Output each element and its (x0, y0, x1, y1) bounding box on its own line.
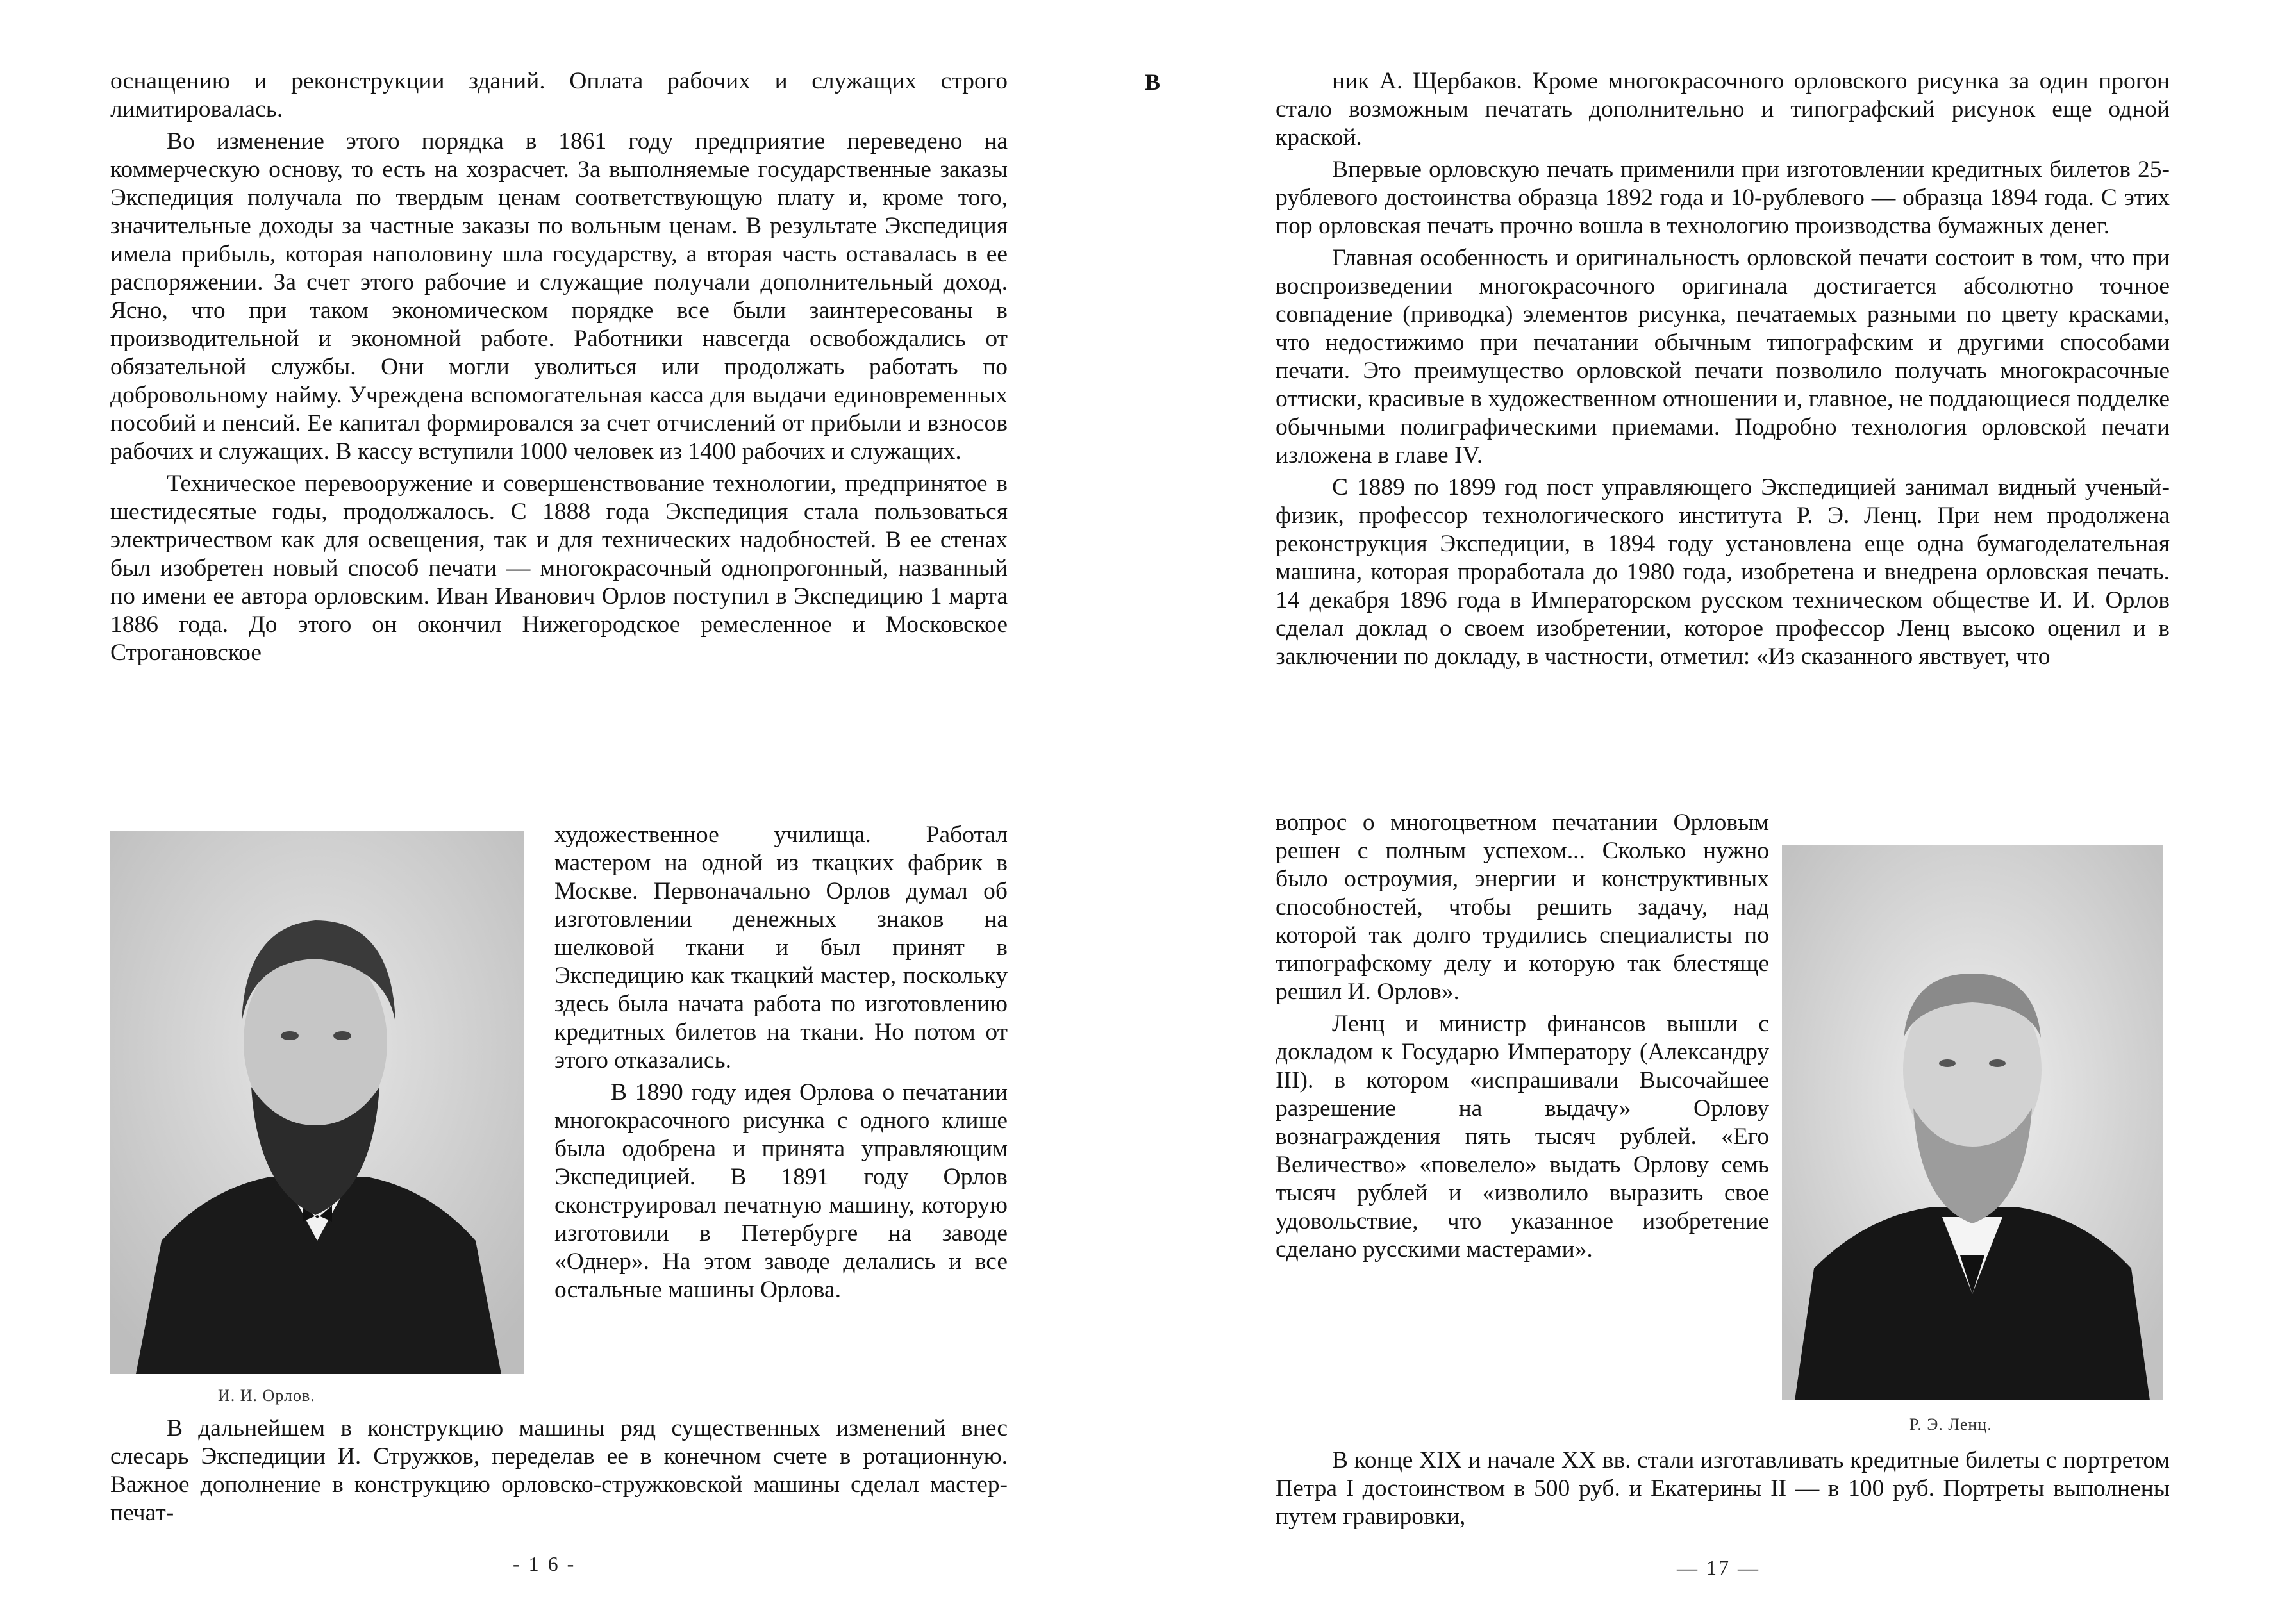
left-side-text (554, 821, 1008, 1308)
lenz-photo-caption: Р. Э. Ленц. (1909, 1415, 1992, 1434)
right-side-paragraph-1: вопрос о многоцветном печатании Орловым решен с полным успехом... Сколько нужно было остроумия, энергии и конструктивных способностей, чтобы решить задачу, над которой так долго трудились специалисты по типографскому делу и которую так блестяще решил И. Орлов». (1276, 809, 1769, 1005)
orlov-portrait-photo (110, 831, 524, 1374)
left-side-paragraph-2: В 1890 году идея Орлова о печатании многокрасочного рисунка с одного клише была одобрена и принята управляющим Экспедицией. В 1891 году Орлов сконструировал печатную машину, которую изготовили в Петербурге на заводе «Однер». На этом заводе делались и все остальные машины Орлова. (554, 1079, 1008, 1303)
orlov-photo-caption: И. И. Орлов. (218, 1386, 315, 1405)
left-top-text (110, 67, 1008, 671)
right-paragraph-1: ник А. Щербаков. Кроме многокрасочного орловского рисунка за один прогон стало возможным печатать дополнительно и типографский рисунок еще одной краской. (1276, 68, 2170, 151)
right-bottom-text (1276, 1446, 2170, 1535)
left-page-number: - 1 6 - (513, 1552, 576, 1575)
right-paragraph-3: Главная особенность и оригинальность орловской печати состоит в том, что при воспроизведении многокрасочного оригинала достигается абсолютно точное совпадение (приводка) элементов рисунка, печатаемых разными по цвету красками, что недостижимо при печатании обычным типографским и другими способами печати. Это преимущество орловской печати позволило получать многокрасочные оттиски, красивые в художественном отношении и, главное, не поддающиеся подделке обычными полиграфическими приемами. Подробно технология орловской печати изложена в главе IV. (1276, 245, 2170, 468)
right-side-text (1276, 809, 1769, 1268)
orlov-portrait-image (110, 831, 524, 1374)
right-page-number: — 17 — (1677, 1556, 1760, 1579)
left-bottom-paragraph-1: В дальнейшем в конструкцию машины ряд существенных изменений внес слесарь Экспедиции И. Стружков, переделав ее в конечном счете в ротационную. Важное дополнение в конструкцию орловско-стружковской машины сделал мастер-печат- (110, 1415, 1008, 1526)
right-paragraph-4: С 1889 по 1899 год пост управляющего Экспедицией занимал видный ученый-физик, профессор технологического института Р. Э. Ленц. При нем продолжена реконструкция Экспедиции, в 1894 году установлена еще одна бумагоделательная машина, которая проработала до 1980 года, изобретена и внедрена орловская печать. 14 декабря 1896 года в Императорском русском техническом обществе И. И. Орлов сделал доклад о своем изобретении, которое профессор Ленц высоко оценил и в заключении по докладу, в частности, отметил: «Из сказанного явствует, что (1276, 474, 2170, 670)
lenz-portrait-image (1782, 845, 2163, 1400)
left-paragraph-3: Техническое перевооружение и совершенствование технологии, предпринятое в шестидесятые годы, продолжалось. С 1888 года Экспедиция стала пользоваться электричеством как для освещения, так и для технических надобностей. В ее стенах был изобретен новый способ печати — многокрасочный однопрогонный, названный по имени ее автора орловским. Иван Иванович Орлов поступил в Экспедицию 1 марта 1886 года. До этого он окончил Нижегородское ремесленное и Московское Строгановское (110, 470, 1008, 666)
margin-mark: В (1145, 69, 1161, 95)
left-side-paragraph-1: художественное училища. Работал мастером на одной из ткацких фабрик в Москве. Первоначально Орлов думал об изготовлении денежных знаков на шелковой ткани и был принят в Экспедицию как ткацкий мастер, поскольку здесь была начата работа по изготовлению кредитных билетов на ткани. Но потом от этого отказались. (554, 822, 1008, 1073)
left-paragraph-1: оснащению и реконструкции зданий. Оплата рабочих и служащих строго лимитировалась. (110, 68, 1008, 122)
right-top-text (1276, 67, 2170, 675)
right-page (1135, 0, 2271, 1624)
left-paragraph-2: Во изменение этого порядка в 1861 году предприятие переведено на коммерческую основу, то есть на хозрасчет. За выполняемые государственные заказы Экспедиция получала по твердым ценам соответствующую плату и, кроме того, значительные доходы за частные заказы по вольным ценам. В результате Экспедиция имела прибыль, которая наполовину шла государству, а вторая часть оставалась в ее распоряжении. За счет этого рабочие и служащие получали дополнительный доход. Ясно, что при таком экономическом порядке все были заинтересованы в производительной и экономной работе. Работники навсегда освобождались от обязательной службы. Они могли уволиться или продолжать работать по добровольному найму. Учреждена вспомогательная касса для выдачи единовременных пособий и пенсий. Ее капитал формировался за счет отчислений от прибыли и взносов рабочих и служащих. В кассу вступили 1000 человек из 1400 рабочих и служащих. (110, 128, 1008, 465)
right-paragraph-2: Впервые орловскую печать применили при изготовлении кредитных билетов 25-рублевого достоинства образца 1892 года и 10-рублевого — образца 1894 года. С этих пор орловская печать прочно вошла в технологию производства бумажных денег. (1276, 156, 2170, 239)
left-bottom-text (110, 1414, 1008, 1531)
lenz-portrait-photo (1782, 845, 2163, 1400)
right-bottom-paragraph-1: В конце XIX и начале XX вв. стали изготавливать кредитные билеты с портретом Петра I достоинством в 500 руб. и Екатерины II — в 100 руб. Портреты выполнены путем гравировки, (1276, 1447, 2170, 1530)
right-side-paragraph-2: Ленц и министр финансов вышли с докладом к Государю Императору (Александру III). в котором «испрашивали Высочайшее разрешение на выдачу» Орлову вознаграждения пять тысяч рублей. «Его Величество» «повелело» выдать Орлову семь тысяч рублей и «изволило выразить свое удовольствие, что указанное изобретение сделано русскими мастерами». (1276, 1011, 1769, 1263)
left-page (0, 0, 1135, 1624)
